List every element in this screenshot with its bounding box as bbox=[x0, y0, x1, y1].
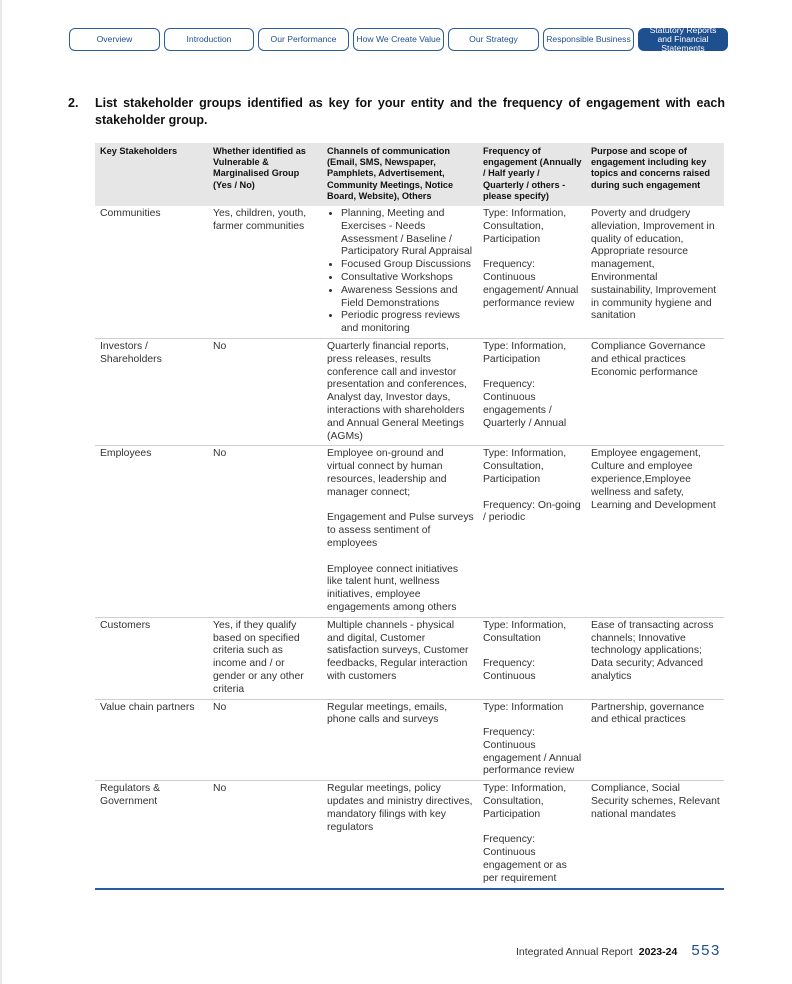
cell-vulnerable: No bbox=[208, 338, 322, 445]
header-key-stakeholders: Key Stakeholders bbox=[95, 143, 208, 206]
cell-stakeholder: Customers bbox=[95, 617, 208, 699]
engagement-type: Type: Information, Consultation bbox=[483, 619, 567, 644]
header-channels: Channels of communication (Email, SMS, Newspaper, Pamphlets, Advertisement, Community Meetings, Notice Board, Website), Others bbox=[322, 143, 478, 206]
cell-frequency bbox=[478, 338, 586, 445]
cell-vulnerable: No bbox=[208, 781, 322, 889]
engagement-type: Type: Information, Consultation, Participation bbox=[483, 448, 567, 485]
cell-stakeholder: Value chain partners bbox=[95, 699, 208, 781]
table-row bbox=[95, 338, 724, 445]
engagement-frequency: Frequency: Continuous engagement/ Annual performance review bbox=[483, 259, 579, 309]
cell-purpose: Partnership, governance and ethical practices bbox=[586, 699, 724, 781]
cell-purpose: Employee engagement, Culture and employee experience,Employee wellness and safety, Learning and Development bbox=[586, 446, 724, 617]
report-title: Integrated Annual Report bbox=[516, 946, 633, 958]
cell-frequency bbox=[478, 446, 586, 617]
cell-frequency bbox=[478, 617, 586, 699]
table-header-row bbox=[95, 143, 724, 206]
tab-responsible-business[interactable]: Responsible Business bbox=[543, 28, 634, 51]
channel-paragraph: Engagement and Pulse surveys to assess sentiment of employees bbox=[327, 512, 474, 549]
cell-channels: Regular meetings, policy updates and ministry directives, mandatory filings with key regulators bbox=[322, 781, 478, 889]
table-row bbox=[95, 446, 724, 617]
list-item: • Consultative Workshops bbox=[341, 272, 474, 285]
cell-channels: Regular meetings, emails, phone calls and surveys bbox=[322, 699, 478, 781]
section-nav bbox=[69, 25, 728, 53]
page-number: 553 bbox=[691, 942, 721, 959]
tab-statutory-reports[interactable]: Statutory Reports and Financial Statements bbox=[638, 28, 728, 51]
channel-paragraph: Employee connect initiatives like talent hunt, wellness initiatives, employee engagements among others bbox=[327, 563, 459, 613]
engagement-frequency: Frequency: On-going / periodic bbox=[483, 499, 581, 524]
engagement-type: Type: Information, Consultation, Participation bbox=[483, 783, 567, 820]
cell-vulnerable: Yes, if they qualify based on specified criteria such as income and / or gender or any other criteria bbox=[208, 617, 322, 699]
tab-our-performance[interactable]: Our Performance bbox=[258, 28, 349, 51]
cell-vulnerable: No bbox=[208, 699, 322, 781]
cell-frequency bbox=[478, 781, 586, 889]
cell-stakeholder: Employees bbox=[95, 446, 208, 617]
engagement-type: Type: Information, Consultation, Participation bbox=[483, 208, 567, 245]
stakeholder-table bbox=[95, 143, 724, 890]
cell-channels bbox=[322, 206, 478, 338]
table-row bbox=[95, 781, 724, 889]
cell-channels: Quarterly financial reports, press releases, results conference call and investor presentation and conferences, Analyst day, Investor days, interactions with shareholders and Annual General Meetings (AGMs) bbox=[322, 338, 478, 445]
cell-stakeholder: Communities bbox=[95, 206, 208, 338]
header-frequency: Frequency of engagement (Annually / Half yearly / Quarterly / others - please specify) bbox=[478, 143, 586, 206]
cell-vulnerable: No bbox=[208, 446, 322, 617]
engagement-frequency: Frequency: Continuous bbox=[483, 658, 536, 682]
cell-purpose: Poverty and drudgery alleviation, Improvement in quality of education, Appropriate resource management, Environmental sustainability, Improvement in community hygiene and sanitation bbox=[586, 206, 724, 338]
cell-channels bbox=[322, 446, 478, 617]
tab-our-strategy[interactable]: Our Strategy bbox=[448, 28, 539, 51]
channel-paragraph: Employee on-ground and virtual connect by human resources, leadership and manager connect; bbox=[327, 448, 447, 498]
tab-overview[interactable]: Overview bbox=[69, 28, 160, 51]
table-row bbox=[95, 699, 724, 781]
question-number: 2. bbox=[68, 96, 79, 110]
table-row bbox=[95, 617, 724, 699]
engagement-type: Type: Information, Participation bbox=[483, 340, 567, 365]
header-purpose: Purpose and scope of engagement including key topics and concerns raised during such engagement bbox=[586, 143, 724, 206]
table-row bbox=[95, 206, 724, 338]
question bbox=[68, 95, 725, 129]
tab-introduction[interactable]: Introduction bbox=[164, 28, 254, 51]
engagement-frequency: Frequency: Continuous engagement / Annual performance review bbox=[483, 727, 582, 777]
cell-channels: Multiple channels - physical and digital, Customer satisfaction surveys, Customer feedbacks, Regular interaction with customers bbox=[322, 617, 478, 699]
list-item: • Periodic progress reviews and monitoring bbox=[341, 310, 474, 336]
cell-purpose: Compliance Governance and ethical practices Economic performance bbox=[586, 338, 724, 445]
cell-frequency bbox=[478, 206, 586, 338]
engagement-frequency: Frequency: Continuous engagement or as per requirement bbox=[483, 834, 567, 884]
tab-how-we-create-value[interactable]: How We Create Value bbox=[353, 28, 444, 51]
list-item: • Awareness Sessions and Field Demonstrations bbox=[341, 285, 474, 311]
report-year: 2023-24 bbox=[638, 946, 678, 958]
cell-stakeholder: Regulators & Government bbox=[95, 781, 208, 889]
cell-purpose: Ease of transacting across channels; Innovative technology applications; Data security; Advanced analytics bbox=[586, 617, 724, 699]
cell-frequency bbox=[478, 699, 586, 781]
cell-vulnerable: Yes, children, youth, farmer communities bbox=[208, 206, 322, 338]
header-vulnerable: Whether identified as Vulnerable & Marginalised Group (Yes / No) bbox=[208, 143, 322, 206]
list-item: • Planning, Meeting and Exercises - Needs Assessment / Baseline / Participatory Rural Appraisal bbox=[341, 208, 474, 259]
page-edge bbox=[0, 0, 2, 984]
channels-list bbox=[327, 208, 474, 336]
question-text: List stakeholder groups identified as key for your entity and the frequency of engagement with each stakeholder group. bbox=[95, 96, 725, 127]
engagement-frequency: Frequency: Continuous engagements / Quarterly / Annual bbox=[483, 379, 567, 429]
cell-purpose: Compliance, Social Security schemes, Relevant national mandates bbox=[586, 781, 724, 889]
engagement-type: Type: Information bbox=[483, 701, 564, 713]
list-item: • Focused Group Discussions bbox=[341, 259, 474, 272]
page-footer bbox=[516, 942, 721, 959]
cell-stakeholder: Investors / Shareholders bbox=[95, 338, 208, 445]
